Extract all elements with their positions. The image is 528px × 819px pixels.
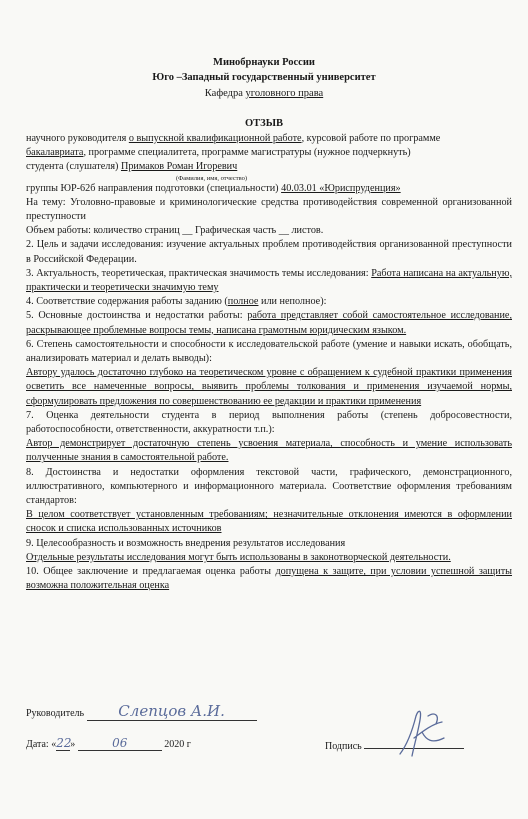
item-5 xyxy=(26,309,512,337)
item-9-answer: Отдельные результаты исследования могут быть использованы в законотворческой деятельности. xyxy=(26,551,451,563)
university-line: Юго –Западный государственный университет xyxy=(152,72,376,83)
group-text: группы ЮР-62б направления подготовки (специальности) xyxy=(26,182,279,194)
intro-line-2 xyxy=(26,146,512,160)
date-day: 22 xyxy=(56,736,72,750)
doc-title: ОТЗЫВ xyxy=(244,118,284,129)
item-4 xyxy=(26,295,512,309)
date-label: Дата: « xyxy=(26,739,57,750)
supervisor-row xyxy=(26,702,257,721)
item-6-answer: Автору удалось достаточно глубоко на теоретическом уровне с обращением к судебной практики применения осветить все намеченные вопросы, выявить проблемы толкования и применения изучаемой нормы, сформулировать предложения по совершенствованию ее редакции и практики применения xyxy=(26,367,512,407)
supervisor-label: Руководитель xyxy=(26,708,85,719)
intro-text: , курсовой работе по программе xyxy=(301,133,441,144)
group-line xyxy=(26,182,512,196)
date-month: 06 xyxy=(78,736,162,751)
intro-text: научного руководителя xyxy=(26,133,127,144)
item-question: 10. Общее заключение и предлагаемая оценка работы xyxy=(26,566,271,578)
supervisor-handwriting: Слепцов А.И. xyxy=(118,702,225,720)
item-7-answer: Автор демонстрирует достаточную степень усвоения материала, способность и умение использовать полученные знания в самостоятельной работе. xyxy=(26,438,512,464)
student-line xyxy=(26,160,512,174)
ministry-line: Минобрнауки России xyxy=(213,57,315,68)
item-answer: работа представляет собой самостоятельное исследование, раскрывающее проблемные вопросы темы, написана грамотным юридическим языком. xyxy=(26,310,512,336)
intro-underlined: о выпускной квалификационной работе xyxy=(128,133,302,144)
department-name: уголовного права xyxy=(245,88,324,99)
sign-label: Подпись xyxy=(325,741,362,752)
supervisor-signature-line xyxy=(87,702,257,721)
fio-caption: (Фамилия, имя, отчество) xyxy=(176,174,248,182)
item-10 xyxy=(26,565,512,593)
intro-underlined: бакалавриата xyxy=(26,147,84,159)
item-9-question: 9. Целесообразность и возможность внедрения результатов исследования xyxy=(26,537,346,549)
item-answer: Работа написана на актуальную, практически и теоретически значимую тему xyxy=(26,267,512,294)
topic-line: На тему: Уголовно-правовые и криминологические средства противодействия современной организованной преступности xyxy=(26,196,512,223)
item-8-answer: В целом соответствует установленным требованиям; незначительные отклонения имеются в оформлении сносок и списка использованных источников xyxy=(26,509,512,535)
item-3 xyxy=(26,267,512,295)
intro-text: , программе специалитета, программе магистратуры (нужное подчеркнуть) xyxy=(83,147,411,159)
item-answer: полное xyxy=(227,296,259,308)
student-prefix: студента (слушателя) xyxy=(26,161,119,173)
review-body xyxy=(26,132,512,594)
item-question: 5. Основные достоинства и недостатки работы: xyxy=(26,310,243,322)
specialty-code: 40.03.01 «Юриспруденция» xyxy=(281,182,401,194)
date-row xyxy=(26,736,191,751)
item-answer: допущена к защите, при условии успешной защиты возможна положительная оценка xyxy=(26,566,513,592)
department-line xyxy=(0,87,528,101)
volume-line: Объем работы: количество страниц __ Графическая часть __ листов. xyxy=(26,225,324,237)
item-8-question: 8. Достоинства и недостатки оформления текстовой части, графического, демонстрационного, иллюстративного, компьютерного и информационного материала. Соответствие оформления требованиям стандартов: xyxy=(26,466,512,507)
handwritten-signature-icon xyxy=(392,702,452,762)
department-prefix: Кафедра xyxy=(204,88,243,99)
item-question: или неполное): xyxy=(258,296,327,308)
date-quote: » xyxy=(70,739,76,750)
item-question: 4. Соответствие содержания работы заданию ( xyxy=(26,296,228,308)
item-question: 3. Актуальность, теоретическая, практическая значимость темы исследования: xyxy=(26,267,369,279)
item-2: 2. Цель и задачи исследования: изучение актуальных проблем противодействия организованной преступности в Российской Федерации. xyxy=(26,239,512,265)
student-name: Примаков Роман Игоревич xyxy=(120,161,238,173)
date-year: 2020 г xyxy=(164,739,191,750)
intro-line-1 xyxy=(26,132,512,146)
item-6-question: 6. Степень самостоятельности и способности к исследовательской работе (умение и навыки искать, обобщать, анализировать материал и делать выводы): xyxy=(26,338,512,365)
item-7-question: 7. Оценка деятельности студента в период выполнения работы (степень добросовестности, работоспособности, ответственности, аккуратности т.п.): xyxy=(26,409,512,436)
